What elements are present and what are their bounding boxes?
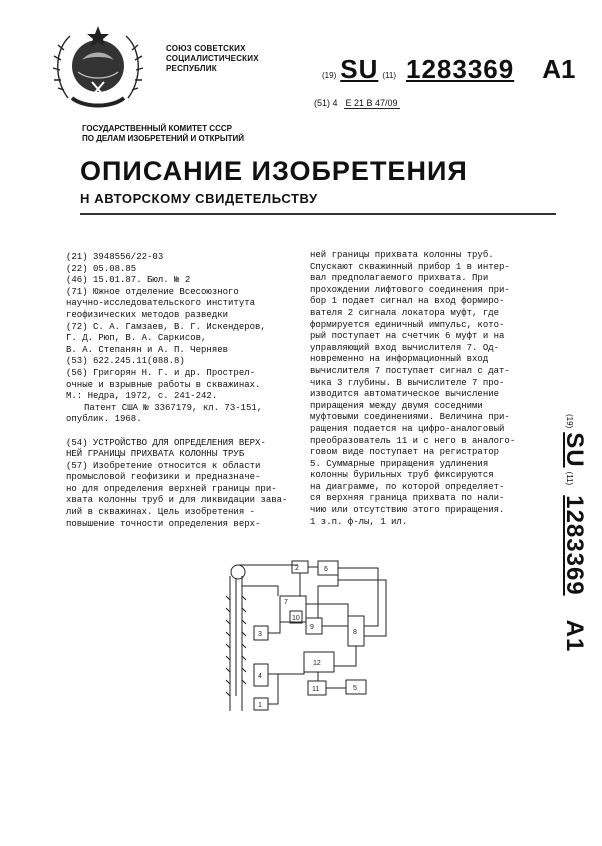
pulley-icon (231, 565, 245, 579)
label-2: 2 (295, 565, 299, 572)
org-name: СОЮЗ СОВЕТСКИХ СОЦИАЛИСТИЧЕСКИХ РЕСПУБЛИК (166, 44, 259, 73)
committee-name: ГОСУДАРСТВЕННЫЙ КОМИТЕТ СССР ПО ДЕЛАМ ИЗОБРЕТЕНИЙ И ОТКРЫТИЙ (82, 124, 245, 143)
label-9: 9 (310, 624, 314, 631)
document-subtitle: Н АВТОРСКОМУ СВИДЕТЕЛЬСТВУ (80, 191, 318, 206)
patent-kind: A1 (542, 54, 576, 84)
side-number: 1283369 (561, 495, 588, 596)
label-7: 7 (284, 599, 288, 606)
label-10: 10 (292, 615, 300, 622)
label-12: 12 (313, 660, 321, 667)
ussr-emblem-icon (48, 20, 148, 116)
label-5: 5 (353, 685, 357, 692)
ipc-classification (314, 98, 400, 109)
label-6: 6 (324, 566, 328, 573)
patent-number-header (322, 54, 575, 85)
label-8: 8 (353, 629, 357, 636)
block-diagram (218, 556, 398, 716)
side-patent-stamp: (19) SU (11) 1283369 A1 (561, 414, 588, 653)
side-kind: A1 (561, 619, 588, 653)
side-country: SU (561, 432, 588, 468)
ipc-prefix: (51) 4 (314, 98, 338, 108)
ipc-code: E 21 B 47/09 (345, 98, 398, 108)
label-1: 1 (258, 702, 262, 709)
block-6 (318, 561, 338, 575)
left-column-text: (21) 3948556/22-03 (22) 05.08.85 (46) 15.01.87. Бюл. № 2 (71) Южное отделение Всесоюзного научно-исследовательского института геофизических методов разведки (72) С. А. Гамзаев, В. Г. Искендеров, Г. Д. Рюп, В. А. Саркисов, В. А. Степанян и А. П. Черняев (53) 622.245.11(088.8) (56) Григорян Н. Г. и др. Прострел- очные и взрывные работы в скважинах. М.: Недра, 1972, с. 241-242. Патент США № 3367179, кл. 73-151, опублик. 1968. (54) УСТРОЙСТВО ДЛЯ ОПРЕДЕЛЕНИЯ ВЕРХ- НЕЙ ГРАНИЦЫ ПРИХВАТА КОЛОННЫ ТРУБ (57) Изобретение относится к области промысловой геофизики и предназначе- но для определения верхней границы при- хвата колонны труб и для ликвидации зава- лий в скважинах. Цель изобретения - повышение точности определения верх- (66, 252, 288, 529)
label-11: 11 (312, 686, 320, 693)
country-code: SU (340, 54, 379, 84)
label-4: 4 (258, 673, 262, 680)
header-divider (80, 213, 556, 215)
block-9 (306, 618, 322, 634)
patent-number: 1283369 (406, 54, 515, 84)
label-3: 3 (258, 631, 262, 638)
right-column-text: ней границы прихвата колонны труб. Спускают скважинный прибор 1 в интер- вал предполагаемого прихвата. При прохождении лифтового соединения при- бор 1 подает сигнал на вход формиро- вателя 2 сигнала локатора муфт, где формируется единичный импульс, кото- рый поступает на счетчик 6 муфт и на управляющий вход вычислителя 7. Од- новременно на информационный вход вычислителя 7 поступает сигнал с дат- чика 3 глубины. В вычислителе 7 про- изводится автоматическое вычисление приращения между двумя соседними муфтовыми соединениями. Величина при- ращения подается на цифро-аналоговый преобразователь 11 и с него в аналого- говом виде поступает на регистратор 5. Суммарные приращения удлинения колонны бурильных труб фиксируются на диаграмме, по которой определяет- ся верхняя граница прихвата по нали- чию или отсутствию этого приращения. 1 з.п. ф-лы, 1 ил. (310, 250, 516, 527)
code-11: (11) (382, 71, 396, 80)
document-title: ОПИСАНИЕ ИЗОБРЕТЕНИЯ (80, 156, 468, 186)
code-19: (19) (322, 71, 337, 80)
